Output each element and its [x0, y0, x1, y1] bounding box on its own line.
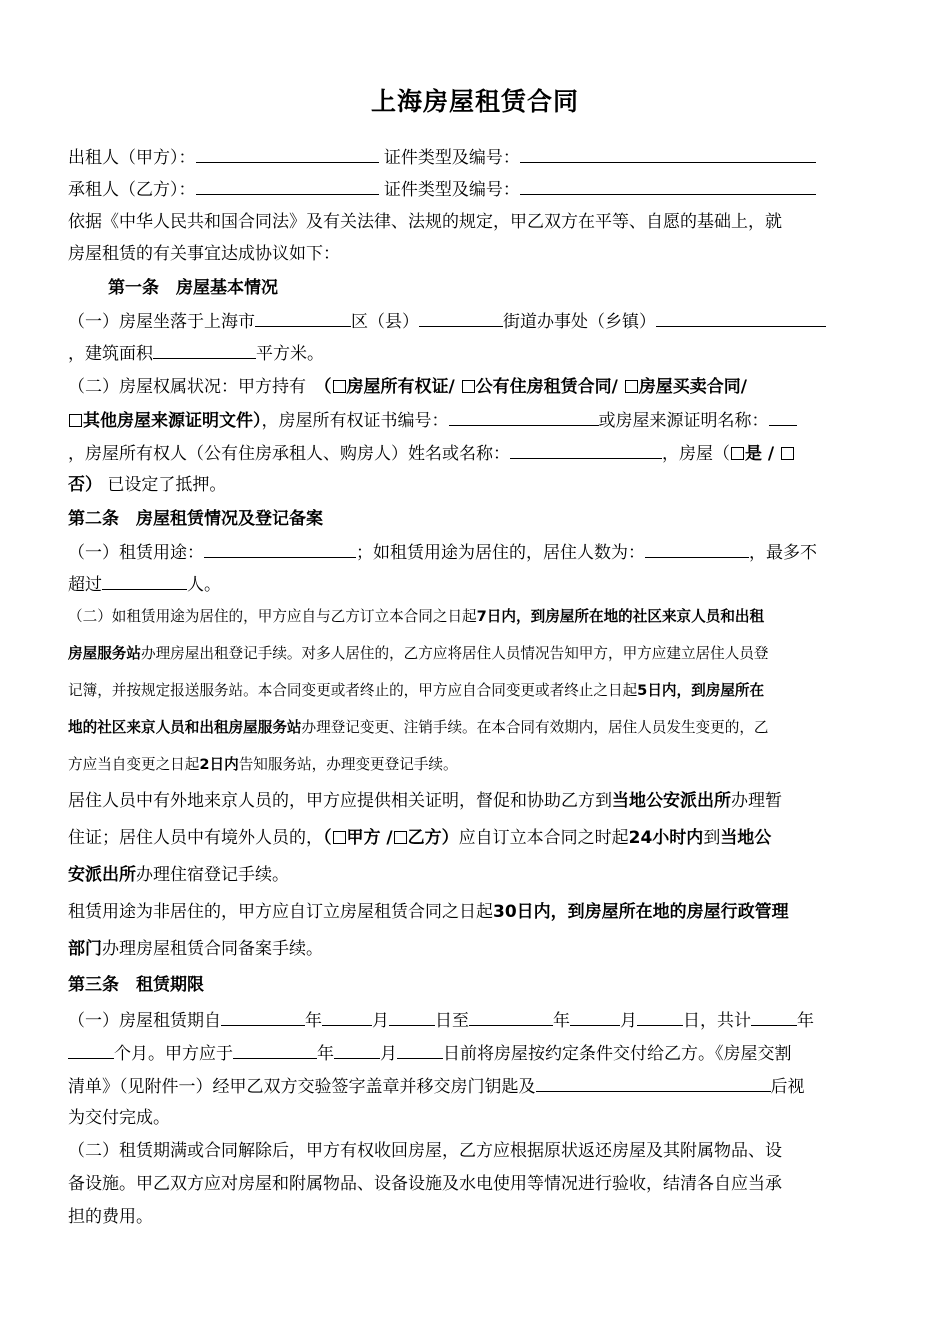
keys-items-blank[interactable] — [536, 1075, 771, 1092]
text: 告知服务站，办理变更登记手续。 — [238, 756, 458, 773]
area-label: ，建筑面积 — [68, 344, 153, 364]
deadline: 2日内 — [199, 756, 239, 773]
text: 到 — [703, 828, 721, 848]
option-yes: 是 / — [745, 444, 781, 464]
deadline: 24小时内 — [628, 828, 704, 848]
agency: 当地公安派出所 — [612, 791, 731, 811]
term-line-1 — [68, 1009, 883, 1032]
foreign-line-3 — [68, 864, 883, 886]
text: 个月。甲方应于 — [114, 1044, 233, 1064]
text: 清单》（见附件一）经甲乙双方交验签字盖章并移交房门钥匙及 — [68, 1077, 536, 1097]
text: 居住人员中有外地来京人员的，甲方应提供相关证明，督促和协助乙方到 — [68, 791, 612, 811]
year-label: 年 — [317, 1044, 334, 1064]
agency: 当地公 — [720, 828, 772, 848]
agency: 房屋服务站 — [68, 645, 141, 662]
certificate-number-blank[interactable] — [449, 409, 599, 426]
text: 应自订立本合同之时起 — [458, 828, 629, 848]
nonresidential-line-1 — [68, 901, 883, 923]
max-residents-line — [68, 573, 883, 596]
nonresidential-line-2 — [68, 938, 883, 960]
district-label: 区（县） — [351, 312, 419, 332]
end-year-blank[interactable] — [469, 1009, 553, 1026]
checkbox-public-lease[interactable] — [462, 380, 475, 393]
street-label: 街道办事处（乡镇） — [503, 312, 656, 332]
agency: 房屋所在地的社区来京人员和出租 — [545, 608, 765, 625]
term-line-6: 备设施。甲乙双方应对房屋和附属物品、设备设施及水电使用等情况进行验收，结清各自应当承 — [68, 1174, 782, 1194]
ownership-line-2 — [68, 409, 883, 432]
option-party-a: 甲方 / — [346, 828, 393, 848]
street-blank[interactable] — [419, 310, 503, 327]
text: （一）房屋租赁期自 — [68, 1011, 221, 1031]
lessor-label: 出租人（甲方）： — [68, 148, 196, 168]
text: 办理房屋租赁合同备案手续。 — [102, 939, 323, 959]
area-line — [68, 342, 883, 365]
text: 办理房屋出租登记手续。对多人居住的，乙方应将居住人员情况告知甲方，甲方应建立居住人员登 — [140, 645, 769, 662]
year-label: 年 — [553, 1011, 570, 1031]
handover-day-blank[interactable] — [397, 1042, 443, 1059]
checkbox-mortgage-no[interactable] — [781, 447, 794, 460]
text: 办理暂 — [731, 791, 782, 811]
open-paren: （ — [323, 828, 332, 848]
text: 日前将房屋按约定条件交付给乙方。《房屋交割 — [443, 1044, 792, 1064]
agency: 地的社区来京人员和出租房屋服务站 — [68, 719, 302, 736]
text: ，到 — [515, 608, 546, 625]
deadline: 7日内 — [476, 608, 516, 625]
term-line-2 — [68, 1042, 883, 1065]
option-public-lease: 公有住房租赁合同/ — [475, 377, 624, 397]
option-title-certificate: 房屋所有权证/ — [346, 377, 461, 397]
lessor-id-blank[interactable] — [520, 146, 816, 163]
agency: 安派出所 — [68, 865, 136, 885]
open-paren: （ — [323, 377, 332, 397]
checkbox-other-proof[interactable] — [69, 414, 82, 427]
text: ，到 — [550, 902, 585, 922]
registration-line-5 — [68, 754, 883, 776]
ownership-label: （二）房屋权属状况：甲方持有 — [68, 377, 323, 397]
foreign-line-2 — [68, 827, 883, 849]
lessor-name-blank[interactable] — [196, 146, 379, 163]
area-unit: 平方米。 — [256, 344, 324, 364]
start-month-blank[interactable] — [322, 1009, 372, 1026]
lessee-name-blank[interactable] — [196, 178, 379, 195]
mortgage-label: ，房屋（ — [662, 444, 730, 464]
total-months-blank[interactable] — [68, 1042, 114, 1059]
max-label: ，最多不 — [749, 543, 817, 563]
text: 住证；居住人员中有境外人员的， — [68, 828, 323, 848]
text: 办理登记变更、注销手续。在本合同有效期内，居住人员发生变更的，乙 — [301, 719, 769, 736]
owner-label: ，房屋所有权人（公有住房承租人、购房人）姓名或名称： — [68, 444, 510, 464]
term-line-4: 为交付完成。 — [68, 1108, 170, 1128]
term-line-3 — [68, 1075, 883, 1098]
document-title: 上海房屋租赁合同 — [370, 87, 579, 116]
lessee-label: 承租人（乙方）： — [68, 180, 196, 200]
registration-line-3 — [68, 680, 883, 702]
proof-name-label: 或房屋来源证明名称： — [598, 411, 769, 431]
checkbox-mortgage-yes[interactable] — [731, 447, 744, 460]
text: 方应当自变更之日起 — [68, 756, 200, 773]
max-residents-blank[interactable] — [102, 573, 187, 590]
lessee-id-label: 证件类型及编号： — [383, 180, 520, 200]
term-line-5: （二）租赁期满或合同解除后，甲方有权收回房屋，乙方应根据原状返还房屋及其附属物品、设 — [68, 1141, 782, 1161]
certificate-number-label: ，房屋所有权证书编号： — [261, 411, 449, 431]
agency: 部门 — [68, 939, 102, 959]
lessor-line — [68, 146, 883, 169]
start-year-blank[interactable] — [221, 1009, 305, 1026]
deadline: 30日内 — [493, 902, 551, 922]
owner-line — [68, 442, 883, 465]
intro-line-1: 依据《中华人民共和国合同法》及有关法律、法规的规定，甲乙双方在平等、自愿的基础上，就 — [68, 212, 782, 232]
foreign-line-1 — [68, 790, 883, 812]
residents-blank[interactable] — [645, 541, 749, 558]
lessor-id-label: 证件类型及编号： — [383, 148, 520, 168]
text: 记簿，并按规定报送服务站。本合同变更或者终止的，甲方应自合同变更或者终止之日起 — [68, 682, 638, 699]
ownership-line — [68, 376, 883, 398]
text: 办理住宿登记手续。 — [136, 865, 289, 885]
month-label: 月 — [372, 1011, 389, 1031]
checkbox-title-certificate[interactable] — [333, 380, 346, 393]
text: ，到 — [676, 682, 706, 699]
district-blank[interactable] — [255, 310, 351, 327]
option-sale-contract: 房屋买卖合同/ — [638, 377, 747, 397]
registration-line-4 — [68, 717, 883, 739]
residents-label: ；如租赁用途为居住的，居住人数为： — [356, 543, 645, 563]
year-label: 年 — [305, 1011, 322, 1031]
checkbox-sale-contract[interactable] — [625, 380, 638, 393]
usage-blank[interactable] — [204, 541, 356, 558]
intro-line-2: 房屋租赁的有关事宜达成协议如下： — [68, 244, 340, 264]
term-line-7: 担的费用。 — [68, 1207, 153, 1227]
end-month-blank[interactable] — [570, 1009, 620, 1026]
article-1-location-line — [68, 310, 883, 333]
checkbox-party-b[interactable] — [394, 831, 407, 844]
lessee-id-blank[interactable] — [520, 178, 816, 195]
deadline: 5日内 — [637, 682, 677, 699]
agency: 房屋所在地的房屋行政管理 — [584, 902, 789, 922]
text: 后视 — [770, 1077, 805, 1097]
end-day-blank[interactable] — [637, 1009, 683, 1026]
lessee-line — [68, 178, 883, 201]
option-party-b: 乙方） — [407, 828, 459, 848]
agency: 房屋所在 — [705, 682, 765, 699]
year-label: 年 — [797, 1011, 814, 1031]
handover-month-blank[interactable] — [334, 1042, 380, 1059]
max-prefix: 超过 — [68, 575, 102, 595]
mortgage-text: 已设定了抵押。 — [102, 475, 227, 495]
start-day-blank[interactable] — [389, 1009, 435, 1026]
owner-name-blank[interactable] — [510, 442, 662, 459]
total-years-blank[interactable] — [751, 1009, 797, 1026]
text: 日，共计 — [683, 1011, 751, 1031]
proof-name-blank[interactable] — [769, 409, 797, 426]
handover-year-blank[interactable] — [233, 1042, 317, 1059]
registration-line-2 — [68, 643, 883, 665]
checkbox-party-a[interactable] — [333, 831, 346, 844]
month-label: 月 — [380, 1044, 397, 1064]
usage-line — [68, 541, 883, 564]
location-label: （一）房屋坐落于上海市 — [68, 312, 255, 332]
option-no: 否） — [68, 475, 102, 495]
article-2-heading: 第二条 房屋租赁情况及登记备案 — [68, 509, 323, 529]
usage-label: （一）租赁用途： — [68, 543, 204, 563]
option-other-proof: 其他房屋来源证明文件） — [83, 411, 262, 431]
max-suffix: 人。 — [187, 575, 221, 595]
month-label: 月 — [620, 1011, 637, 1031]
text: （二）如租赁用途为居住的，甲方应自与乙方订立本合同之日起 — [68, 608, 477, 625]
registration-line-1 — [68, 606, 883, 628]
town-blank[interactable] — [656, 310, 826, 327]
mortgage-line — [68, 474, 883, 496]
article-3-heading: 第三条 租赁期限 — [68, 975, 204, 995]
area-blank[interactable] — [153, 342, 256, 359]
text: 租赁用途为非居住的，甲方应自订立房屋租赁合同之日起 — [68, 902, 493, 922]
article-1-heading: 第一条 房屋基本情况 — [108, 278, 278, 298]
text: 日至 — [435, 1011, 469, 1031]
